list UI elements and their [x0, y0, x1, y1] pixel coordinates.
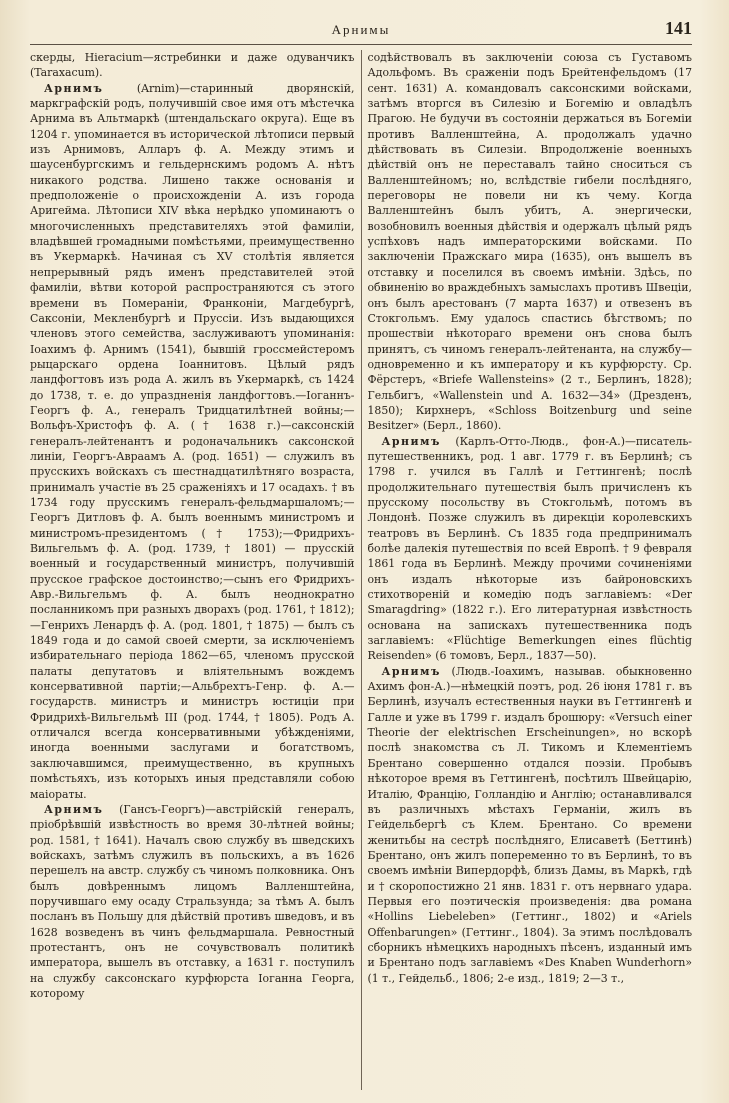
page-header [30, 18, 692, 44]
text-columns [30, 50, 692, 1090]
header-rule [30, 44, 692, 45]
article-headword: Арнимъ [381, 664, 441, 678]
article-text: (Людв.-Іоахимъ, называв. обыкновенно Ахимъ фон-А.)—нѣмецкій поэтъ, род. 26 іюня 1781 г. въ Берлинѣ, изучалъ естественныя науки въ Геттингенѣ и Галле и уже въ 1799 г. издалъ брошюру: «Versuch einer Theorie der elektrischen Erscheinungen», но вскорѣ послѣ знакомства съ Л. Тикомъ и Клементіемъ Брентано совершенно отдался поэзіи. Пробывъ нѣкоторое время въ Геттингенѣ, посѣтилъ Швейцарію, Италію, Францію, Голландію и Англію; останавливался въ различныхъ мѣстахъ Германіи, жилъ въ Гейдельбергѣ съ Клем. Брентано. Со времени женитьбы на сестрѣ послѣдняго, Елисаветѣ (Беттинѣ) Брентано, онъ жилъ попеременно то въ Берлинѣ, то въ своемъ имѣніи Випердорфѣ, близъ Дамы, въ Маркѣ, гдѣ и † скоропостижно 21 янв. 1831 г. отъ нервнаго удара. Первыя его поэтическія произведенія: два романа «Hollins Liebeleben» (Геттинг., 1802) и «Ariels Offenbarungen» (Геттинг., 1804). За этимъ послѣдовалъ сборникъ нѣмецкихъ народныхъ пѣсенъ, изданный имъ и Брентано подъ заглавіемъ «Des Knaben Wunderhorn» (1 т., Гейдельб., 1806; 2-е изд., 1819; 2—3 т., [367, 664, 692, 985]
article-text: (Гансъ-Георгъ)—австрійскій генералъ, пріобрѣвшій извѣстность во время 30-лѣтней войны; род. 1581, † 1641). Началъ свою службу въ шведскихъ войскахъ, затѣмъ служилъ въ польскихъ, а въ 1626 перешелъ на австр. службу съ чиномъ полковника. Онъ былъ довѣреннымъ лицомъ Валленштейна, поручившаго ему осаду Стральзунда; за тѣмъ А. былъ посланъ въ Польшу для дѣйствій противъ шведовъ, и въ 1628 возведенъ въ чинъ фельдмаршала. Ревностный протестантъ, онъ не сочувствовалъ политикѣ императора, вышелъ въ отставку, а 1631 г. поступилъ на службу саксонскаго курфюрста Іоганна Георга, которому [30, 802, 355, 1000]
article-text: содѣйствовалъ въ заключеніи союза съ Густавомъ Адольфомъ. Въ сраженіи подъ Брейтенфельдомъ (17 сент. 1631) А. командовалъ саксонскими войсками, затѣмъ вторгся въ Силезію и Богемію и овладѣлъ Прагою. Не будучи въ состояніи держаться въ Богеміи противъ Валленштейна, А. продолжалъ удачно дѣйствовать въ Силезіи. Впродолженіе военныхъ дѣйствій онъ не переставалъ тайно сноситься съ Валленштейномъ; но, вслѣдствіе гибели послѣдняго, переговоры не повели ни къ чему. Когда Валленштейнъ былъ убитъ, А. энергически, возобновилъ военныя дѣйствія и одержалъ цѣлый рядъ успѣховъ надъ императорскими войсками. По заключеніи Пражскаго мира (1635), онъ вышелъ въ отставку и поселился въ своемъ имѣніи. Здѣсь, по обвиненію во враждебныхъ замыслахъ противъ Швеціи, онъ былъ арестованъ (7 марта 1637) и отвезенъ въ Стокгольмъ. Ему удалось спастись бѣгствомъ; по прошествіи нѣкотораго времени онъ снова былъ принятъ, съ чиномъ генералъ-лейтенанта, на службу—одновременно и къ императору и къ курфюрсту. Ср. Фёрстеръ, «Briefe Wallensteins» (2 т., Берлинъ, 1828); Гельбигъ, «Wallenstein und A. 1632—34» (Дрезденъ, 1850); Кирхнеръ, «Schloss Boitzenburg und seine Besitzer» (Берл., 1860). [367, 51, 692, 433]
article-text: (Arnim)—старинный дворянскій, маркграфскій родъ, получившій свое имя отъ мѣстечка Арнима въ Альтмаркѣ (штендальскаго округа). Еще въ 1204 г. упоминается въ исторической лѣтописи первый изъ Арнимовъ, Алларъ ф. А. Между этимъ и шаусенбургскимъ и гельдернскимъ родомъ А. нѣтъ никакого родства. Лишено также основанія и предположеніе о происхожденіи А. изъ города Аригейма. Лѣтописи XIV вѣка нерѣдко упоминаютъ о многочисленныхъ представителяхъ этой фамиліи, владѣвшей громадными помѣстьями, преимущественно въ Укермаркѣ. Начиная съ XV столѣтія является непрерывный рядъ именъ представителей этой фамиліи, вѣтви которой распространяются съ этого времени въ Помераніи, Франконіи, Магдебургѣ, Саксоніи, Мекленбургѣ и Пруссіи. Изъ выдающихся членовъ этого семейства, заслуживаютъ упоминанія: Іоахимъ ф. Арнимъ (1541), бывшій гроссмейстеромъ рыцарскаго ордена Іоаннитовъ. Цѣлый рядъ ландфогтовъ изъ рода А. жилъ въ Укермаркѣ, съ 1424 до 1738, т. е. до упраздненія ландфогтовъ.—Іоганнъ-Георгъ ф. А., генералъ Тридцатилѣтней войны;—Вольфъ-Христофъ ф. А. († 1638 г.)—саксонскій генералъ-лейтенантъ и родоначальникъ саксонской линіи, Георгъ-Авраамъ А. (род. 1651) — служилъ въ прусскихъ войскахъ съ шестнадцатилѣтняго возраста, принималъ участіе въ 25 сраженіяхъ и 17 осадахъ. † въ 1734 году прусскимъ генералъ-фельдмаршаломъ;—Георгъ Дитловъ ф. А. былъ военнымъ министромъ и министромъ-президентомъ († 1753);—Фридрихъ-Вильгельмъ ф. А. (род. 1739, † 1801) — прусскій военный и государственный министръ, получившій прусское графское достоинство;—сынъ его Фридрихъ-Авр.-Вильгельмъ ф. А. былъ неоднократно посланникомъ при разныхъ дворахъ (род. 1761, † 1812);—Генрихъ Ленардъ ф. А. (род. 1801, † 1875) — былъ съ 1849 года и до самой своей смерти, за исключеніемъ избирательнаго періода 1862—65, членомъ прусской палаты депутатовъ и вліятельнымъ вождемъ консервативной партіи;—Альбрехтъ-Генр. ф. А.—государств. министръ и министръ юстиціи при Фридрихѣ-Вильгельмѣ III (род. 1744, † 1805). Родъ А. отличался всегда консервативными убѣжденіями, иногда военными заслугами и богатствомъ, заключавшимся, преимущественно, въ крупныхъ помѣстьяхъ, изъ которыхъ иныя представляли собою маіораты. [30, 81, 355, 801]
article-paragraph [368, 50, 693, 434]
article-text: скерды, Hieracium—ястребинки и даже одуванчикъ (Taraxacum). [30, 51, 355, 80]
running-head: Арнимы [331, 22, 391, 37]
page-number: 141 [665, 18, 692, 38]
article-headword: Арнимъ [44, 802, 104, 816]
article-paragraph [368, 664, 693, 986]
article-text: (Карлъ-Отто-Людв., фон-А.)—писатель-путешественникъ, род. 1 авг. 1779 г. въ Берлинѣ; съ 1798 г. учился въ Галлѣ и Геттингенѣ; послѣ продолжительнаго путешествія былъ причисленъ къ прусскому посольству въ Стокгольмѣ, потомъ въ Лондонѣ. Позже служилъ въ дирекціи королевскихъ театровъ въ Берлинѣ. Съ 1835 года предпринималъ болѣе далекія путешествія по всей Европѣ. † 9 февраля 1861 года въ Берлинѣ. Между прочими сочиненіями онъ издалъ нѣкоторые изъ байроновскихъ стихотвореній и комедію подъ заглавіемъ: «Der Smaragdring» (1822 г.). Его литературная извѣстность основана на запискахъ путешественника подъ заглавіемъ: «Flüchtige Bemerkungen eines flüchtig Reisenden» (6 томовъ, Берл., 1837—50). [367, 434, 692, 663]
article-paragraph [30, 50, 355, 81]
article-headword: Арнимъ [381, 434, 441, 448]
article-paragraph [30, 81, 355, 802]
article-paragraph [30, 802, 355, 1001]
article-headword: Арнимъ [44, 81, 104, 95]
right-column [361, 50, 693, 1090]
left-column [30, 50, 361, 1090]
article-paragraph [368, 434, 693, 664]
